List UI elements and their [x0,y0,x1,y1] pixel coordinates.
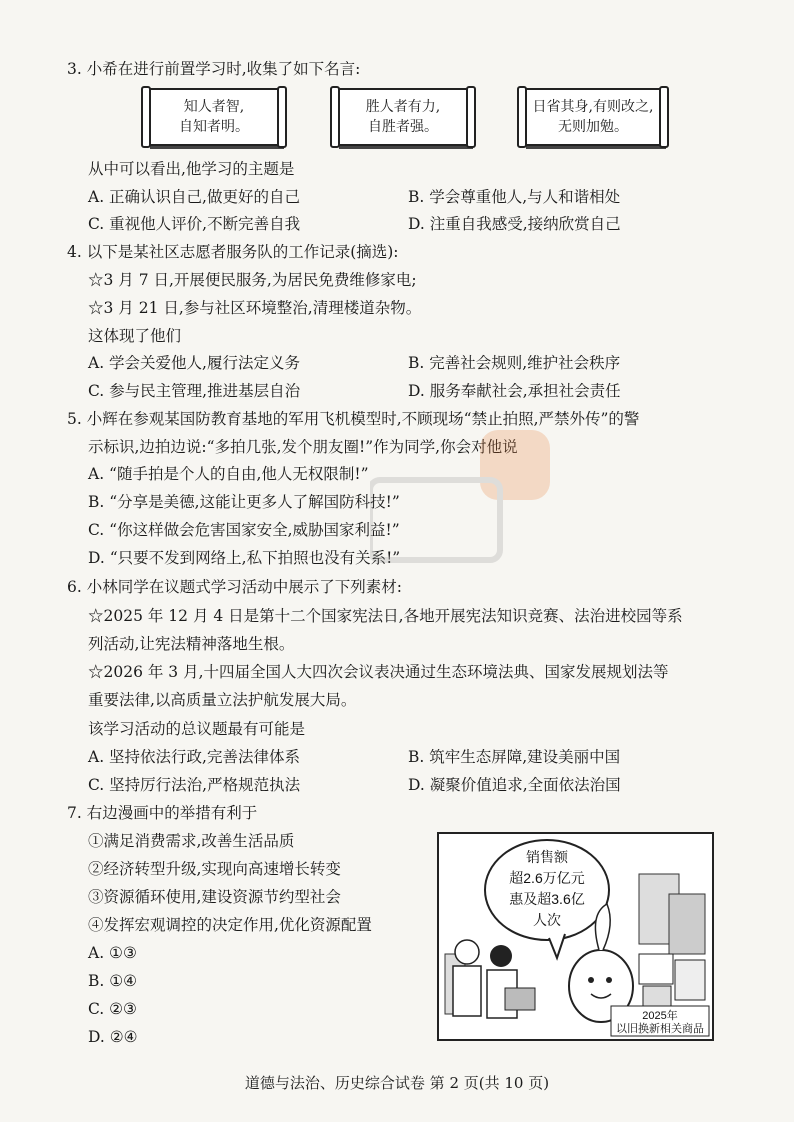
quote-text-2: 胜人者有力, 自胜者强。 [365,99,441,135]
q6-question: 该学习活动的总议题最有可能是 [88,720,306,738]
q4-option-a[interactable]: A. 学会关爱他人,履行法定义务 [88,354,300,372]
q5-option-c[interactable]: C. “你这样做会危害国家安全,威胁国家利益!” [88,521,400,539]
q5-stem-line1: 5. 小辉在参观某国防教育基地的军用飞机模型时,不顾现场“禁止拍照,严禁外传”的警 [67,410,640,428]
q7-item-2: ②经济转型升级,实现向高速增长转变 [88,860,341,878]
q7-option-d[interactable]: D. ②④ [88,1028,138,1046]
q6-material2-line2: 重要法律,以高质量立法护航发展大局。 [88,691,357,709]
cartoon-caption-line2: 以旧换新相关商品 [616,1023,704,1035]
q3-option-a[interactable]: A. 正确认识自己,做更好的自己 [88,188,300,206]
q7-item-3: ③资源循环使用,建设资源节约型社会 [88,888,341,906]
q7-item-1: ①满足消费需求,改善生活品质 [88,832,295,850]
cartoon-caption-line1: 2025年 [642,1010,678,1022]
quote-card-2 [336,88,470,146]
q6-option-c[interactable]: C. 坚持厉行法治,严格规范执法 [88,776,301,794]
watermark-icon [370,420,570,600]
q4-record-1: ☆3 月 7 日,开展便民服务,为居民免费维修家电; [88,271,417,289]
q3-option-d[interactable]: D. 注重自我感受,接纳欣赏自己 [408,215,621,233]
q4-question: 这体现了他们 [88,327,182,345]
bubble-line-1: 销售额 [526,849,568,865]
cartoon-illustration [439,834,712,1039]
q6-option-d[interactable]: D. 凝聚价值追求,全面依法治国 [408,776,621,794]
q6-option-b[interactable]: B. 筑牢生态屏障,建设美丽中国 [408,748,621,766]
bubble-line-3: 惠及超3.6亿 [509,891,585,907]
q4-record-2: ☆3 月 21 日,参与社区环境整治,清理楼道杂物。 [88,299,422,317]
bubble-line-2: 超2.6万亿元 [509,870,585,886]
q5-option-a[interactable]: A. “随手拍是个人的自由,他人无权限制!” [88,465,369,483]
q6-material1-line1: ☆2025 年 12 月 4 日是第十二个国家宪法日,各地开展宪法知识竞赛、法治进校园等系 [88,607,683,625]
q6-material1-line2: 列活动,让宪法精神落地生根。 [88,635,295,653]
q7-option-c[interactable]: C. ②③ [88,1000,137,1018]
q6-stem: 6. 小林同学在议题式学习活动中展示了下列素材: [67,578,402,596]
q7-option-b[interactable]: B. ①④ [88,972,138,990]
q3-stem: 3. 小希在进行前置学习时,收集了如下名言: [67,60,361,78]
quote-card-3 [523,88,663,146]
watermark-logo [370,420,570,604]
q6-option-a[interactable]: A. 坚持依法行政,完善法律体系 [88,748,300,766]
trade-in-cartoon [437,832,714,1041]
quote-card-1 [147,88,281,146]
q6-material2-line1: ☆2026 年 3 月,十四届全国人大四次会议表决通过生态环境法典、国家发展规划法等 [88,663,669,681]
quote-text-3: 日省其身,有则改之, 无则加勉。 [532,99,654,135]
q3-question: 从中可以看出,他学习的主题是 [88,160,295,178]
q5-stem-line2: 示标识,边拍边说:“多拍几张,发个朋友圈!”作为同学,你会对他说 [88,438,518,456]
q5-option-d[interactable]: D. “只要不发到网络上,私下拍照也没有关系!” [88,549,401,567]
q3-option-b[interactable]: B. 学会尊重他人,与人和谐相处 [408,188,621,206]
q3-option-c[interactable]: C. 重视他人评价,不断完善自我 [88,215,301,233]
q4-stem: 4. 以下是某社区志愿者服务队的工作记录(摘选): [67,243,399,261]
quote-text-1: 知人者智, 自知者明。 [179,99,249,135]
bubble-line-4: 人次 [533,912,561,928]
q7-item-4: ④发挥宏观调控的决定作用,优化资源配置 [88,916,372,934]
q4-option-b[interactable]: B. 完善社会规则,维护社会秩序 [408,354,621,372]
page-footer: 道德与法治、历史综合试卷 第 2 页(共 10 页) [244,1074,550,1092]
q5-option-b[interactable]: B. “分享是美德,这能让更多人了解国防科技!” [88,493,400,511]
q4-option-d[interactable]: D. 服务奉献社会,承担社会责任 [408,382,621,400]
q4-option-c[interactable]: C. 参与民主管理,推进基层自治 [88,382,301,400]
q7-stem: 7. 右边漫画中的举措有利于 [67,804,258,822]
q7-option-a[interactable]: A. ①③ [88,944,137,962]
